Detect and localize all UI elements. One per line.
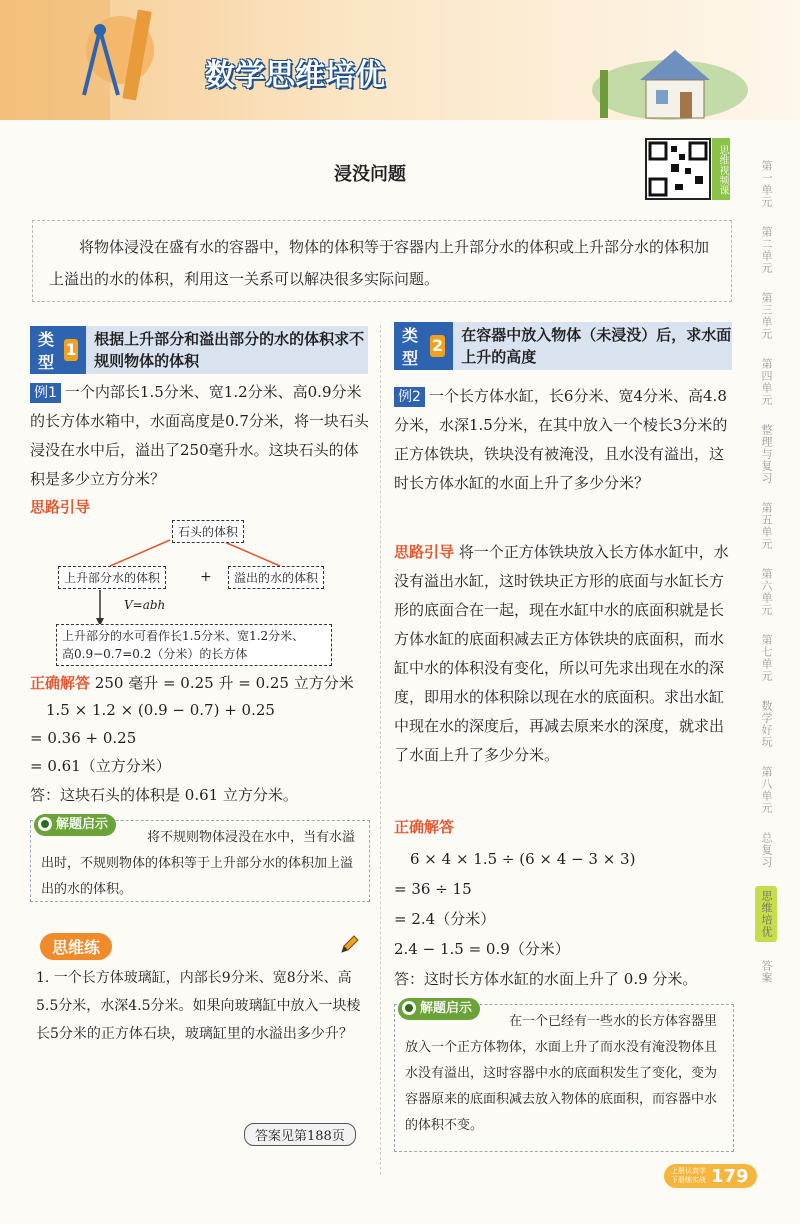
location-pin-icon — [38, 817, 52, 831]
example-2-tag: 例2 — [394, 387, 425, 407]
qr-code-icon[interactable] — [645, 138, 711, 200]
answer-2-line-5: 答：这时长方体水缸的水面上升了 0.9 分米。 — [394, 970, 698, 988]
diagram-overflow-water: 溢出的水的体积 — [228, 566, 324, 589]
guide-2 — [394, 538, 734, 770]
type-2-number: 2 — [430, 335, 445, 357]
example-1 — [30, 378, 370, 494]
header-title: 数学思维培优 — [205, 58, 385, 93]
example-1-text: 一个内部长1.5分米、宽1.2分米、高0.9分米的长方体水箱中，水面高度是0.7分米，将一块石头浸没在水中后，溢出了250毫升水。这块石头的体积是多少立方分米？ — [30, 383, 369, 488]
type-1-header — [30, 326, 368, 374]
sidebar-item-unit-1[interactable]: 第一单元 — [760, 160, 773, 208]
answer-1-label: 正确解答 — [30, 674, 91, 692]
hint-1-label: 解题启示 — [56, 817, 109, 832]
page-number-badge — [664, 1164, 757, 1188]
page-number: 179 — [711, 1165, 749, 1187]
answer-2-line-2: = 36 ÷ 15 — [394, 880, 472, 898]
sidebar-item-unit-2[interactable]: 第二单元 — [760, 226, 773, 274]
location-pin-icon — [402, 1001, 416, 1015]
diagram-plus: + — [200, 569, 212, 585]
answer-2-line-1: 6 × 4 × 1.5 ÷ (6 × 4 − 3 × 3) — [410, 850, 636, 868]
answer-2-label: 正确解答 — [394, 818, 455, 836]
diagram-explanation-line-1: 上升部分的水可看作长1.5分米、宽1.2分米、 — [62, 629, 305, 643]
sidebar-item-unit-8[interactable]: 第八单元 — [760, 766, 773, 814]
answer-2-line-3: = 2.4（分米） — [394, 910, 496, 928]
type-2-title: 在容器中放入物体（未浸没）后，求水面上升的高度 — [461, 326, 732, 366]
sidebar-item-thinking[interactable]: 思维培优 — [755, 886, 777, 942]
example-2 — [394, 382, 734, 498]
hint-2-label: 解题启示 — [420, 1001, 473, 1016]
sidebar-item-answers[interactable]: 答案 — [760, 960, 773, 984]
sidebar-item-unit-4[interactable]: 第四单元 — [760, 358, 773, 406]
page-title: 浸没问题 — [334, 164, 406, 185]
diagram-formula: V=abh — [124, 598, 166, 612]
answer-1-line-1: 250 毫升 = 0.25 升 = 0.25 立方分米 — [94, 674, 354, 692]
answer-1-line-2: 1.5 × 1.2 × (0.9 − 0.7) + 0.25 — [46, 701, 275, 719]
guide-2-label: 思路引导 — [394, 543, 455, 561]
hint-1-box: 将不规则物体浸没在水中，当有水溢出时，不规则物体的体积等于上升部分水的体积加上溢出的水的体积。 — [30, 820, 370, 902]
pencil-icon — [338, 934, 360, 956]
hint-2-tag — [398, 998, 480, 1020]
intro-box: 将物体浸没在盛有水的容器中，物体的体积等于容器内上升部分水的体积或上升部分水的体积加上溢出的水的体积，利用这一关系可以解决很多实际问题。 — [32, 220, 732, 302]
type-2-tag — [394, 322, 453, 370]
practice-tag: 思维练 — [40, 933, 112, 960]
column-divider — [380, 325, 381, 1175]
sidebar-item-unit-7[interactable]: 第七单元 — [760, 634, 773, 682]
guide-2-text: 将一个正方体铁块放入长方体水缸中，水没有溢出水缸，这时铁块正方形的底面与水缸长方形的底面合在一起，现在水缸中水的底面积就是长方体水缸的底面积减去正方体铁块的底面积，而水缸中水的体积没有变化，所以可先求出现在水的深度，即用水的体积除以现在水的底面积。求出水缸中现在水的深度后，再减去原来水的深度，就求出了水面上升了多少分米。 — [394, 543, 729, 764]
answer-1-line-3: = 0.36 + 0.25 — [30, 729, 137, 747]
diagram-explanation-line-2: 高0.9−0.7=0.2（分米）的长方体 — [62, 647, 248, 661]
diagram-rising-water: 上升部分水的体积 — [58, 566, 166, 589]
hint-2-box: 在一个已经有一些水的长方体容器里放入一个正方体物体，水面上升了而水没有淹没物体且水没有溢出，这时容器中水的底面积发生了变化，变为容器原来的底面积减去放入物体的底面积，而容器中水的体积不变。 — [394, 1004, 734, 1152]
answer-1-line-4: = 0.61（立方分米） — [30, 757, 171, 775]
sidebar-item-unit-5[interactable]: 第五单元 — [760, 502, 773, 550]
type-1-label: 类型 — [38, 330, 55, 372]
guide-1-label: 思路引导 — [30, 498, 91, 516]
page-tag-line-2: 下册练实战 — [671, 1176, 706, 1184]
type-1-title: 根据上升部分和溢出部分的水的体积求不规则物体的体积 — [94, 330, 365, 370]
page-tag-line-1: 上册认真学 — [671, 1167, 706, 1175]
sidebar-item-unit-3[interactable]: 第三单元 — [760, 292, 773, 340]
sidebar-item-unit-6[interactable]: 第六单元 — [760, 568, 773, 616]
type-2-header — [394, 322, 732, 370]
hint-1-tag — [34, 814, 116, 836]
sidebar-item-math-fun[interactable]: 数学好玩 — [760, 700, 773, 748]
type-2-label: 类型 — [402, 326, 419, 368]
type-1-tag — [30, 326, 86, 374]
diagram-stone-volume: 石头的体积 — [172, 520, 244, 543]
answer-1-row — [30, 670, 354, 696]
diagram-explanation — [56, 624, 332, 666]
unit-sidebar — [752, 160, 780, 1002]
answer-reference[interactable]: 答案见第188页 — [244, 1123, 356, 1146]
sidebar-item-general-review[interactable]: 总复习 — [760, 832, 773, 868]
sidebar-item-review[interactable]: 整理与复习 — [760, 424, 773, 484]
practice-question: 1. 一个长方体玻璃缸，内部长9分米、宽8分米、高5.5分米，水深4.5分米。如果向玻璃缸中放入一块棱长5分米的正方体石块，玻璃缸里的水溢出多少升？ — [36, 970, 361, 1042]
answer-2-line-4: 2.4 − 1.5 = 0.9（分米） — [394, 940, 570, 958]
house-illustration-icon — [590, 40, 750, 120]
answer-1-line-5: 答：这块石头的体积是 0.61 立方分米。 — [30, 786, 298, 804]
page-tag — [668, 1167, 709, 1185]
type-1-number: 1 — [65, 340, 77, 359]
example-2-text: 一个长方体水缸，长6分米、宽4分米、高4.8分米，水深1.5分米，在其中放入一个棱长3分米的正方体铁块，铁块没有被淹没，且水没有溢出，这时长方体水缸的水面上升了多少分米？ — [394, 387, 728, 492]
qr-video-tag: 思维视频课 — [712, 138, 730, 200]
compass-ruler-icon — [0, 0, 190, 120]
example-1-tag: 例1 — [30, 383, 61, 403]
